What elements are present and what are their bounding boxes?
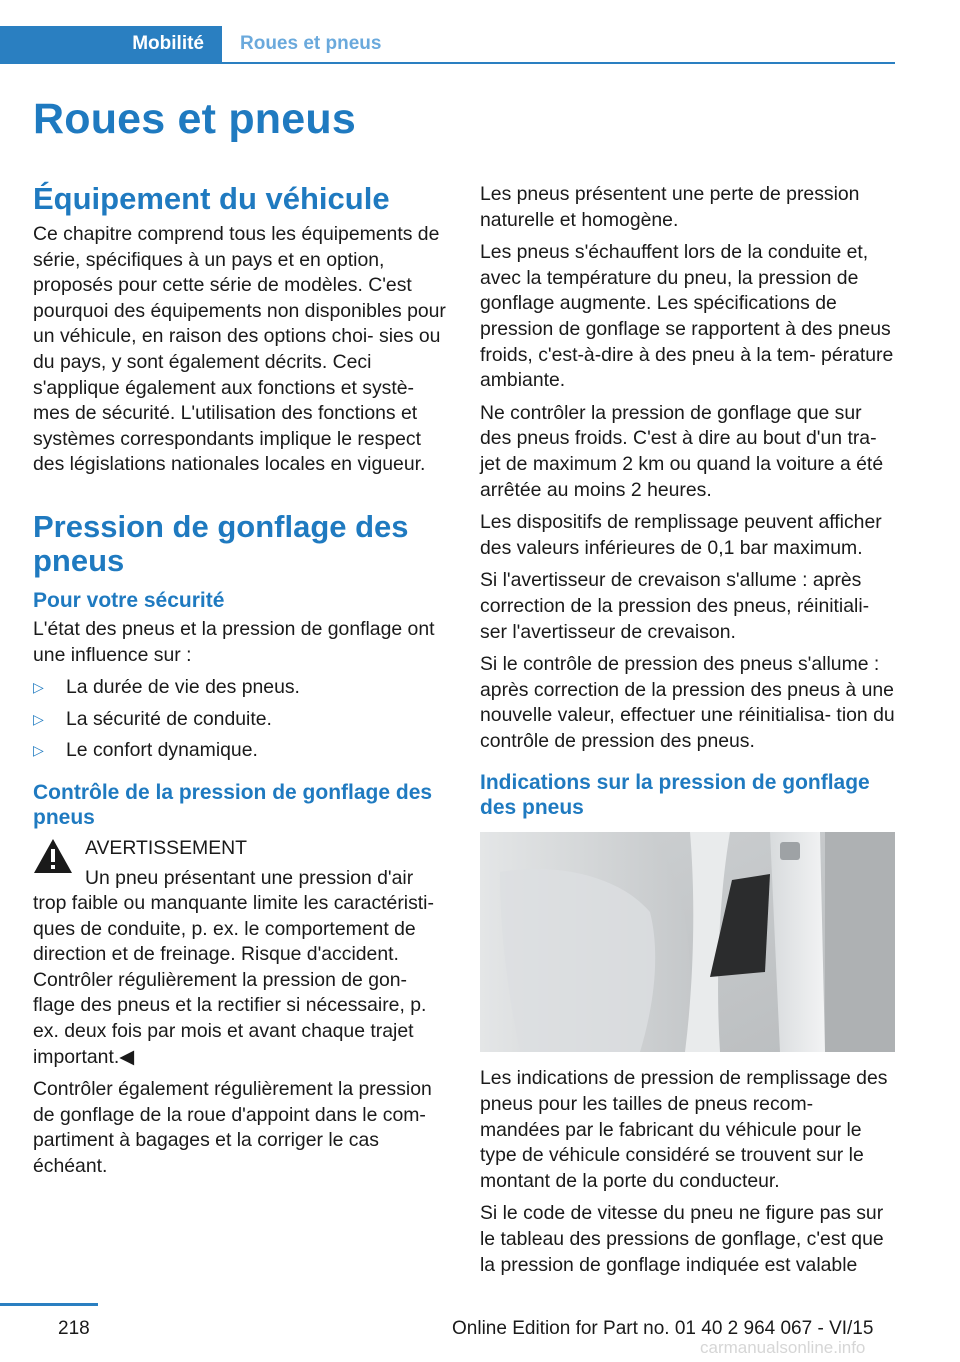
- subsection-title-securite: Pour votre sécurité: [33, 588, 225, 612]
- paragraph: Les indications de pression de remplissage des pneus pour les tailles de pneus recom‐ mandées par le fabricant du véhicule pour le type de véhicule considéré se trouvent sur le montant de la porte du conducteur.: [480, 1067, 888, 1192]
- warning-block: [33, 836, 448, 1070]
- paragraph: Ne contrôler la pression de gonflage que sur des pneus froids. C'est à dire au bout d'un tra‐ jet de maximum 2 km ou quand la voiture a été arrêtée au moins 2 heures.: [480, 401, 884, 501]
- watermark: carmanualsonline.info: [700, 1338, 866, 1357]
- tab-roues-et-pneus[interactable]: Roues et pneus: [240, 33, 382, 54]
- page-title: Roues et pneus: [33, 95, 356, 143]
- roue-appoint-paragraph: Contrôler également régulièrement la pression de gonflage de la roue d'appoint dans le com‐ partiment à bagages et la corriger le cas échéant.: [33, 1078, 432, 1178]
- triangle-right-icon: ▷: [33, 742, 44, 759]
- triangle-right-icon: ▷: [33, 710, 44, 727]
- section-title-equipement: Équipement du véhicule: [33, 181, 390, 216]
- paragraph: Si l'avertisseur de crevaison s'allume : après correction de la pression des pneus, réinitiali‐ ser l'avertisseur de crevaison.: [480, 569, 870, 643]
- top-bar: [0, 26, 895, 64]
- tab-mobilite[interactable]: Mobilité: [0, 26, 222, 62]
- list-item: [33, 738, 448, 764]
- warning-first-line: Un pneu présentant une pression d'air: [85, 866, 414, 889]
- left-column: [33, 182, 448, 1187]
- page-number: 218: [58, 1318, 90, 1339]
- subsection-title-controle: Contrôle de la pression de gonflage des pneus: [33, 780, 433, 829]
- equipement-paragraph: Ce chapitre comprend tous les équipements de série, spécifiques à un pays et en option, proposés pour cette série de modèles. C'est pourquoi des équipements non disponibles pour un véhicule, en raison des options choi‐ sies ou du pays, y sont également décrits. Ceci s'applique également aux fonctions et systè‐ mes de sécurité. L'utilisation des fonctions et systèmes correspondants implique le respect des législations nationales locales en vigueur.: [33, 223, 446, 476]
- subsection-title-indications: Indications sur la pression de gonflage des pneus: [480, 771, 870, 820]
- section-title-pression: Pression de gonflage des pneus: [33, 508, 409, 578]
- list-item-text: La sécurité de conduite.: [66, 707, 272, 730]
- warning-triangle-icon: [33, 838, 73, 874]
- paragraph: Si le code de vitesse du pneu ne figure pas sur le tableau des pressions de gonflage, c'est que la pression de gonflage indiquée est valable: [480, 1202, 884, 1276]
- paragraph: Les pneus présentent une perte de pression naturelle et homogène.: [480, 183, 860, 231]
- influence-list: [33, 675, 448, 764]
- list-item-text: Le confort dynamique.: [66, 739, 258, 762]
- footer-divider: [0, 1303, 98, 1306]
- warning-label: AVERTISSEMENT: [85, 836, 247, 859]
- securite-paragraph: L'état des pneus et la pression de gonflage ont une influence sur :: [33, 617, 435, 666]
- paragraph: Si le contrôle de pression des pneus s'allume : après correction de la pression des pneus à une nouvelle valeur, effectuer une réinitialisa‐ tion du contrôle de pression des pneus.: [480, 653, 895, 752]
- right-column: [480, 182, 895, 1285]
- list-item: [33, 707, 448, 733]
- triangle-right-icon: ▷: [33, 679, 44, 696]
- list-item: [33, 675, 448, 701]
- paragraph: Les pneus s'échauffent lors de la conduite et, avec la température du pneu, la pression de gonflage augmente. Les spécifications de pression de gonflage se rapportent à des pneus froids, c'est-à-dire à des pneu à la tem‐ pérature ambiante.: [480, 241, 894, 392]
- paragraph: Les dispositifs de remplissage peuvent afficher des valeurs inférieures de 0,1 bar maximum.: [480, 511, 882, 559]
- list-item-text: La durée de vie des pneus.: [66, 676, 300, 699]
- warning-text: trop faible ou manquante limite les caractéristi‐ ques de conduite, p. ex. le comportement de direction et de freinage. Risque d'accident. Contrôler régulièrement la pression de gon‐ flage des pneus et la rectifier si nécessaire, p. ex. deux fois par mois et avant chaque trajet important.◀: [33, 892, 434, 1068]
- door-pillar-photo: [480, 832, 895, 1052]
- edition-text: Online Edition for Part no. 01 40 2 964 067 - VI/15: [452, 1318, 874, 1339]
